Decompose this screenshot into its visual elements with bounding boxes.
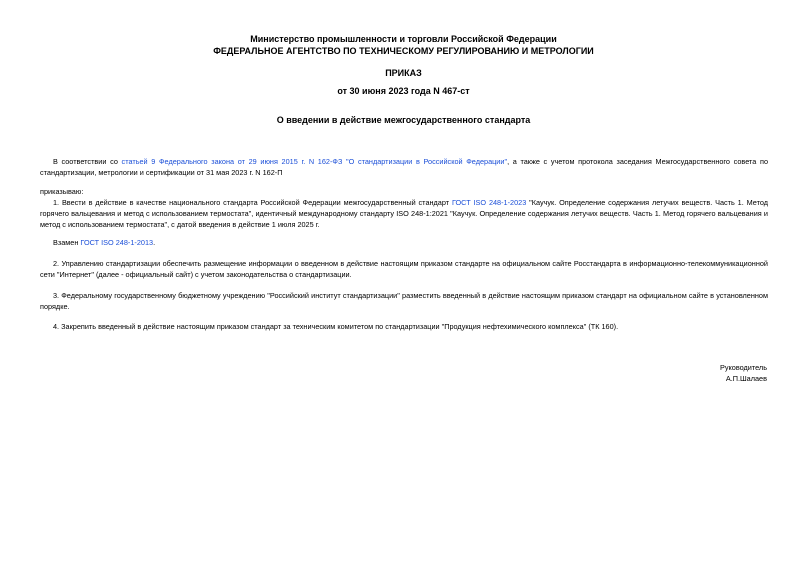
replace-prefix: Взамен <box>53 238 81 247</box>
item-4-paragraph: 4. Закрепить введенный в действие настоящим приказом стандарт за техническим комитетом по стандартизации "Продукция нефтехимического комплекса" (ТК 160). <box>53 322 619 331</box>
intro-suffix: , а также с учетом протокола заседания Межгосударственного совета по стандартизации, метрологии и сертификации от 31 мая 2023 г. N 162-П <box>40 157 769 177</box>
signatory-name: А.П.Шалаев <box>725 374 767 383</box>
item-1-suffix: "Каучук. Определение содержания летучих веществ. Часть 1. Метод горячего вальцевания и метод с использованием термостата", идентичный международному стандарту ISO 248-1:2021 "Каучук. Определение содержания летучих веществ. Часть 1. Метод горячего вальцевания и метод с использованием термостата", с датой введения в действие 1 июля 2025 г. <box>40 198 768 229</box>
doc-type-title: ПРИКАЗ <box>385 68 422 78</box>
agency-title: ФЕДЕРАЛЬНОЕ АГЕНТСТВО ПО ТЕХНИЧЕСКОМУ РЕГУЛИРОВАНИЮ И МЕТРОЛОГИИ <box>213 46 594 56</box>
signatory-position: Руководитель <box>719 363 767 372</box>
item-2-paragraph: 2. Управлению стандартизации обеспечить размещение информации о введенном в действие настоящим приказом стандарте на официальном сайте Росстандарта в информационно-телекоммуникационной сети "Интернет" (далее - официальный сайт) с учетом законодательства о стандартизации. <box>40 259 768 279</box>
replace-suffix: . <box>153 238 156 247</box>
gost-2023-link[interactable]: ГОСТ ISO 248-1-2023 <box>451 198 527 207</box>
item-1-paragraph <box>40 197 768 230</box>
order-date-number: от 30 июня 2023 года N 467-ст <box>337 86 470 96</box>
replace-paragraph <box>40 237 768 248</box>
order-subject: О введении в действие межгосударственного стандарта <box>276 115 531 125</box>
federal-law-link[interactable]: статьей 9 Федерального закона от 29 июня 2015 г. N 162-ФЗ "О стандартизации в Российской Федерации" <box>121 157 508 166</box>
order-word: приказываю: <box>40 187 84 196</box>
ministry-title: Министерство промышленности и торговли Российской Федерации <box>250 34 557 44</box>
intro-prefix: В соответствии со <box>53 157 122 166</box>
item-1-prefix: 1. Ввести в действие в качестве национального стандарта Российской Федерации межгосударственный стандарт <box>53 198 452 207</box>
gost-2013-link[interactable]: ГОСТ ISO 248-1-2013 <box>80 238 154 247</box>
intro-paragraph <box>40 156 768 178</box>
item-3-paragraph: 3. Федеральному государственному бюджетному учреждению "Российский институт стандартизации" разместить введенный в действие настоящим приказом стандарт на официальном сайте в установленном порядке. <box>40 291 768 311</box>
